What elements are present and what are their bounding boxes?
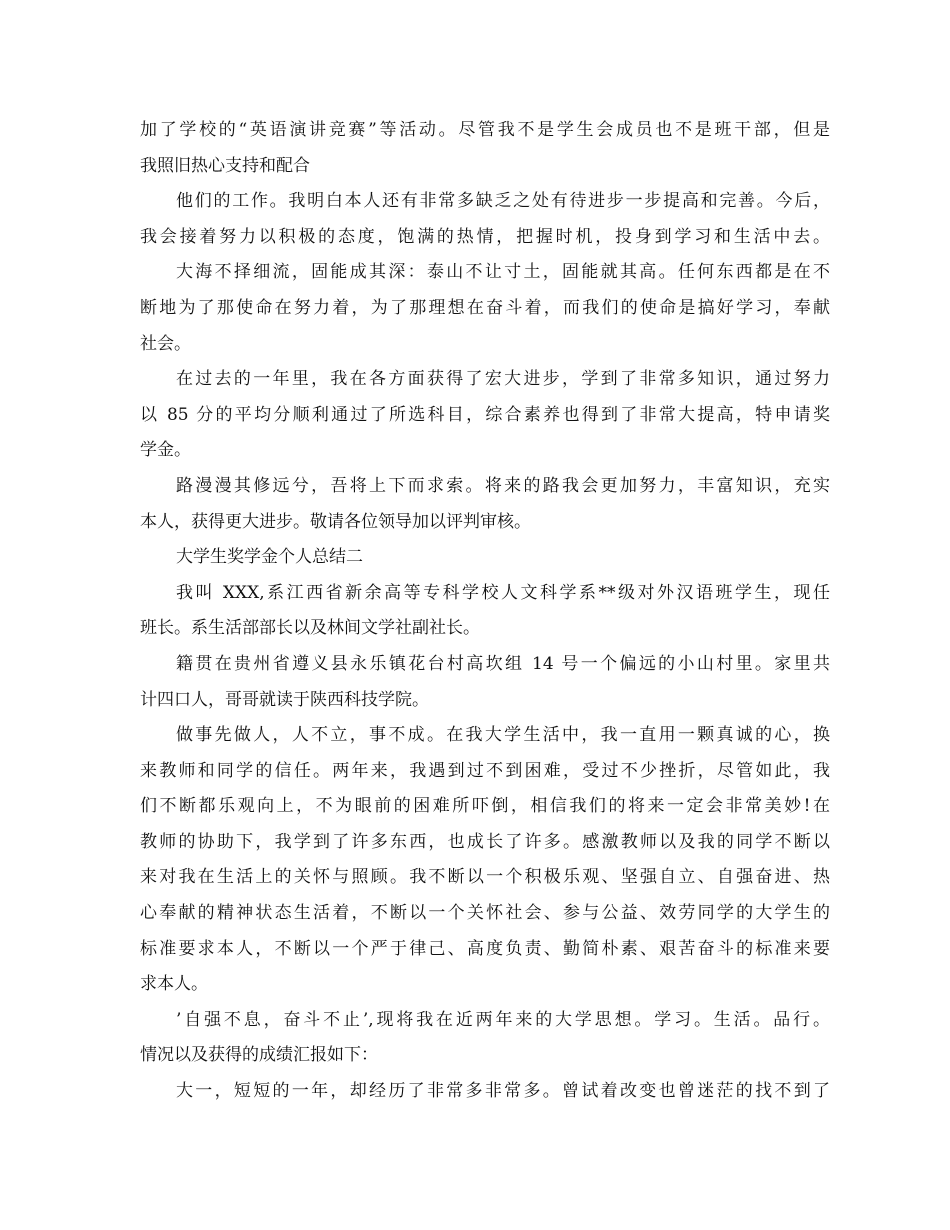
text-line: 我叫 XXX,系江西省新余高等专科学校人文科学系**级对外汉语班学生，现任 xyxy=(176,582,830,603)
text-line: 做事先做人，人不立，事不成。在我大学生活中，我一直用一颗真诚的心，换 xyxy=(176,725,830,746)
text-line: 教师的协助下，我学到了许多东西，也成长了许多。感激教师以及我的同学不断以 xyxy=(140,831,830,852)
text-line: 路漫漫其修远兮，吾将上下而求索。将来的路我会更加努力，丰富知识，充实 xyxy=(176,475,830,496)
text-line: 大海不择细流，固能成其深：泰山不让寸土，固能就其高。任何东西都是在不 xyxy=(176,262,830,283)
text-line: 大一，短短的一年，却经历了非常多非常多。曾试着改变也曾迷茫的找不到了 xyxy=(176,1081,830,1102)
text-line: 来对我在生活上的关怀与照顾。我不断以一个积极乐观、坚强自立、自强奋进、热 xyxy=(140,867,830,888)
text-line: 在过去的一年里，我在各方面获得了宏大进步，学到了非常多知识，通过努力 xyxy=(176,369,830,390)
text-line: 他们的工作。我明白本人还有非常多缺乏之处有待进步一步提高和完善。今后， xyxy=(176,191,830,212)
text-line: 心奉献的精神状态生活着，不断以一个关怀社会、参与公益、效劳同学的大学生的 xyxy=(140,903,830,924)
section-heading: 大学生奖学金个人总结二 xyxy=(176,547,363,568)
text-line: 籍贯在贵州省遵义县永乐镇花台村高坎组 14 号一个偏远的小山村里。家里共 xyxy=(176,653,830,674)
text-line: 班长。系生活部部长以及林间文学社副社长。 xyxy=(140,618,480,639)
text-line: 社会。 xyxy=(140,333,191,354)
text-line: 们不断都乐观向上，不为眼前的困难所吓倒，相信我们的将来一定会非常美妙!在 xyxy=(140,796,830,817)
document-page xyxy=(140,113,830,1110)
text-line: ’自强不息，奋斗不止’,现将我在近两年来的大学思想。学习。生活。品行。 xyxy=(176,1009,830,1030)
text-line: 以 85 分的平均分顺利通过了所选科目，综合素养也得到了非常大提高，特申请奖 xyxy=(140,404,830,425)
text-line: 求本人。 xyxy=(140,974,208,995)
text-line: 本人，获得更大进步。敬请各位领导加以评判审核。 xyxy=(140,511,531,532)
text-line: 加了学校的“英语演讲竞赛”等活动。尽管我不是学生会成员也不是班干部，但是 xyxy=(140,120,830,140)
text-line: 计四口人，哥哥就读于陕西科技学院。 xyxy=(140,689,429,710)
text-line: 情况以及获得的成绩汇报如下： xyxy=(140,1045,378,1066)
text-line: 我照旧热心支持和配合 xyxy=(140,155,310,176)
text-line: 我会接着努力以积极的态度，饱满的热情，把握时机，投身到学习和生活中去。 xyxy=(140,226,830,247)
text-line: 断地为了那使命在努力着，为了那理想在奋斗着，而我们的使命是搞好学习，奉献 xyxy=(140,297,830,318)
text-line: 标准要求本人，不断以一个严于律己、高度负责、勤简朴素、艰苦奋斗的标准来要 xyxy=(140,938,830,959)
text-line: 学金。 xyxy=(140,440,191,461)
text-line: 来教师和同学的信任。两年来，我遇到过不到困难，受过不少挫折，尽管如此，我 xyxy=(140,760,830,781)
